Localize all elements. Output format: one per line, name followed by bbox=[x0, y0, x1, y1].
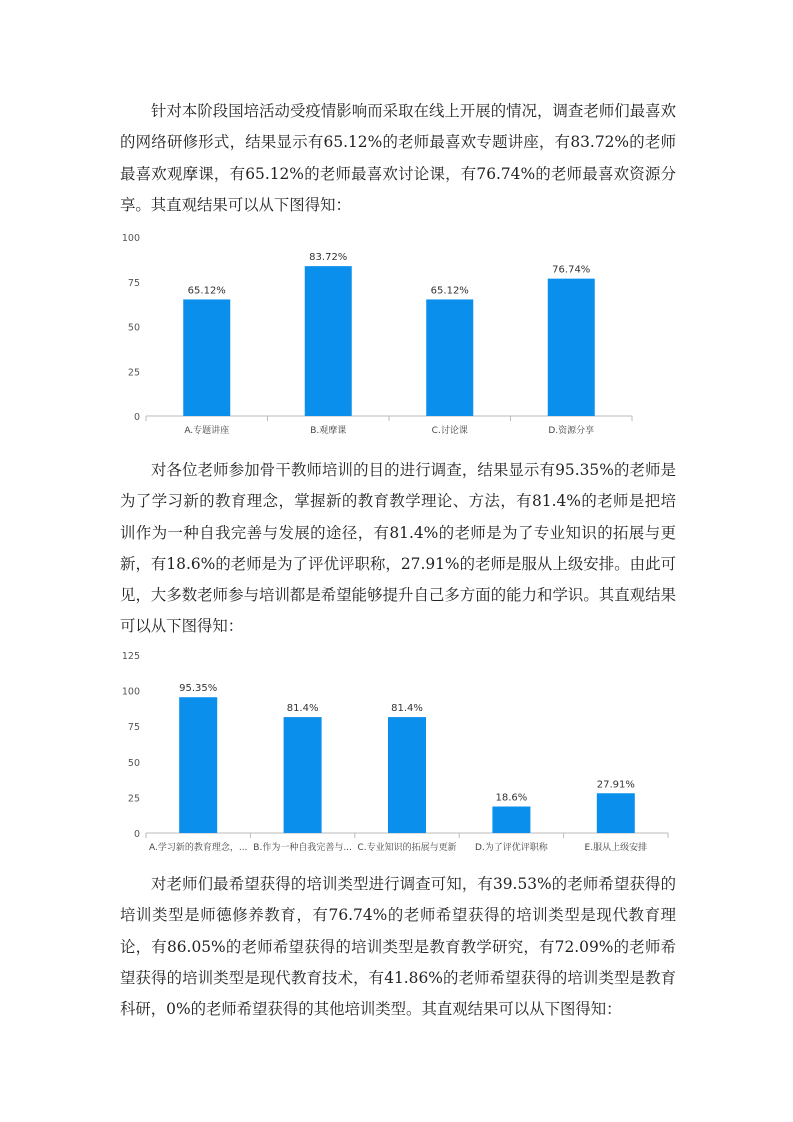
y-tick-label: 0 bbox=[133, 829, 140, 840]
x-category-label: C.讨论课 bbox=[431, 426, 468, 436]
x-category-label: A.学习新的教育理念，... bbox=[148, 843, 248, 853]
bar bbox=[284, 717, 322, 833]
bar bbox=[492, 807, 530, 833]
y-tick-label: 50 bbox=[127, 322, 140, 334]
y-tick-label: 25 bbox=[127, 793, 140, 805]
y-tick-label: 75 bbox=[127, 722, 140, 734]
y-tick-label: 125 bbox=[121, 651, 140, 662]
x-category-label: B.观摩课 bbox=[310, 426, 347, 436]
bar-chart-training-form bbox=[118, 228, 638, 442]
data-label: 81.4% bbox=[286, 703, 319, 715]
data-label: 76.74% bbox=[552, 264, 591, 276]
data-label: 18.6% bbox=[495, 792, 528, 804]
paragraph-training-purpose: 对各位老师参加骨干教师培训的目的进行调查，结果显示有95.35%的老师是为了学习新的教育理念，掌握新的教育教学理论、方法，有81.4%的老师是把培训作为一种自我完善与发展的途径，有81.4%的老师是为了专业知识的拓展与更新，有18.6%的老师是为了评优评职称，27.91%的老师是服从上级安排。由此可见，大多数老师参与培训都是希望能够提升自己多方面的能力和学识。其直观结果可以从下图得知： bbox=[120, 461, 676, 636]
x-category-label: D.资源分享 bbox=[548, 426, 595, 436]
x-category-label: B.作为一种自我完善与... bbox=[253, 843, 352, 853]
data-label: 27.91% bbox=[596, 779, 635, 791]
x-category-label: E.服从上级安排 bbox=[584, 843, 648, 853]
bar bbox=[305, 266, 352, 416]
y-tick-label: 50 bbox=[127, 757, 140, 769]
paragraph-training-type: 对老师们最希望获得的培训类型进行调查可知，有39.53%的老师希望获得的培训类型是师德修养教育，有76.74%的老师希望获得的培训类型是现代教育理论，有86.05%的老师希望获得的培训类型是教育教学研究，有72.09%的老师希望获得的培训类型是现代教育技术，有41.86%的老师希望获得的培训类型是教育科研，0%的老师希望获得的其他培训类型。其直观结果可以从下图得知： bbox=[120, 875, 676, 1019]
bar bbox=[548, 279, 595, 416]
y-tick-label: 75 bbox=[127, 277, 140, 289]
bar bbox=[426, 299, 473, 416]
x-category-label: D.为了评优评职称 bbox=[475, 843, 548, 853]
data-label: 65.12% bbox=[430, 285, 469, 297]
y-tick-label: 100 bbox=[121, 233, 140, 244]
bar-chart-training-purpose bbox=[118, 646, 678, 860]
bar bbox=[179, 697, 217, 833]
data-label: 83.72% bbox=[309, 252, 348, 264]
y-tick-label: 25 bbox=[127, 367, 140, 379]
bar bbox=[183, 299, 230, 416]
x-category-label: C.专业知识的拓展与更新 bbox=[357, 843, 457, 853]
data-label: 95.35% bbox=[179, 683, 218, 695]
y-tick-label: 0 bbox=[133, 412, 140, 423]
data-label: 81.4% bbox=[391, 703, 423, 715]
bar bbox=[388, 717, 426, 833]
data-label: 65.12% bbox=[187, 285, 226, 297]
paragraph-online-training-form: 针对本阶段国培活动受疫情影响而采取在线上开展的情况，调查老师们最喜欢的网络研修形式，结果显示有65.12%的老师最喜欢专题讲座，有83.72%的老师最喜欢观摩课，有65.12%的老师最喜欢讨论课，有76.74%的老师最喜欢资源分享。其直观结果可以从下图得知： bbox=[120, 102, 676, 214]
x-category-label: A.专题讲座 bbox=[184, 426, 230, 436]
bar bbox=[597, 793, 635, 833]
y-tick-label: 100 bbox=[121, 686, 140, 698]
